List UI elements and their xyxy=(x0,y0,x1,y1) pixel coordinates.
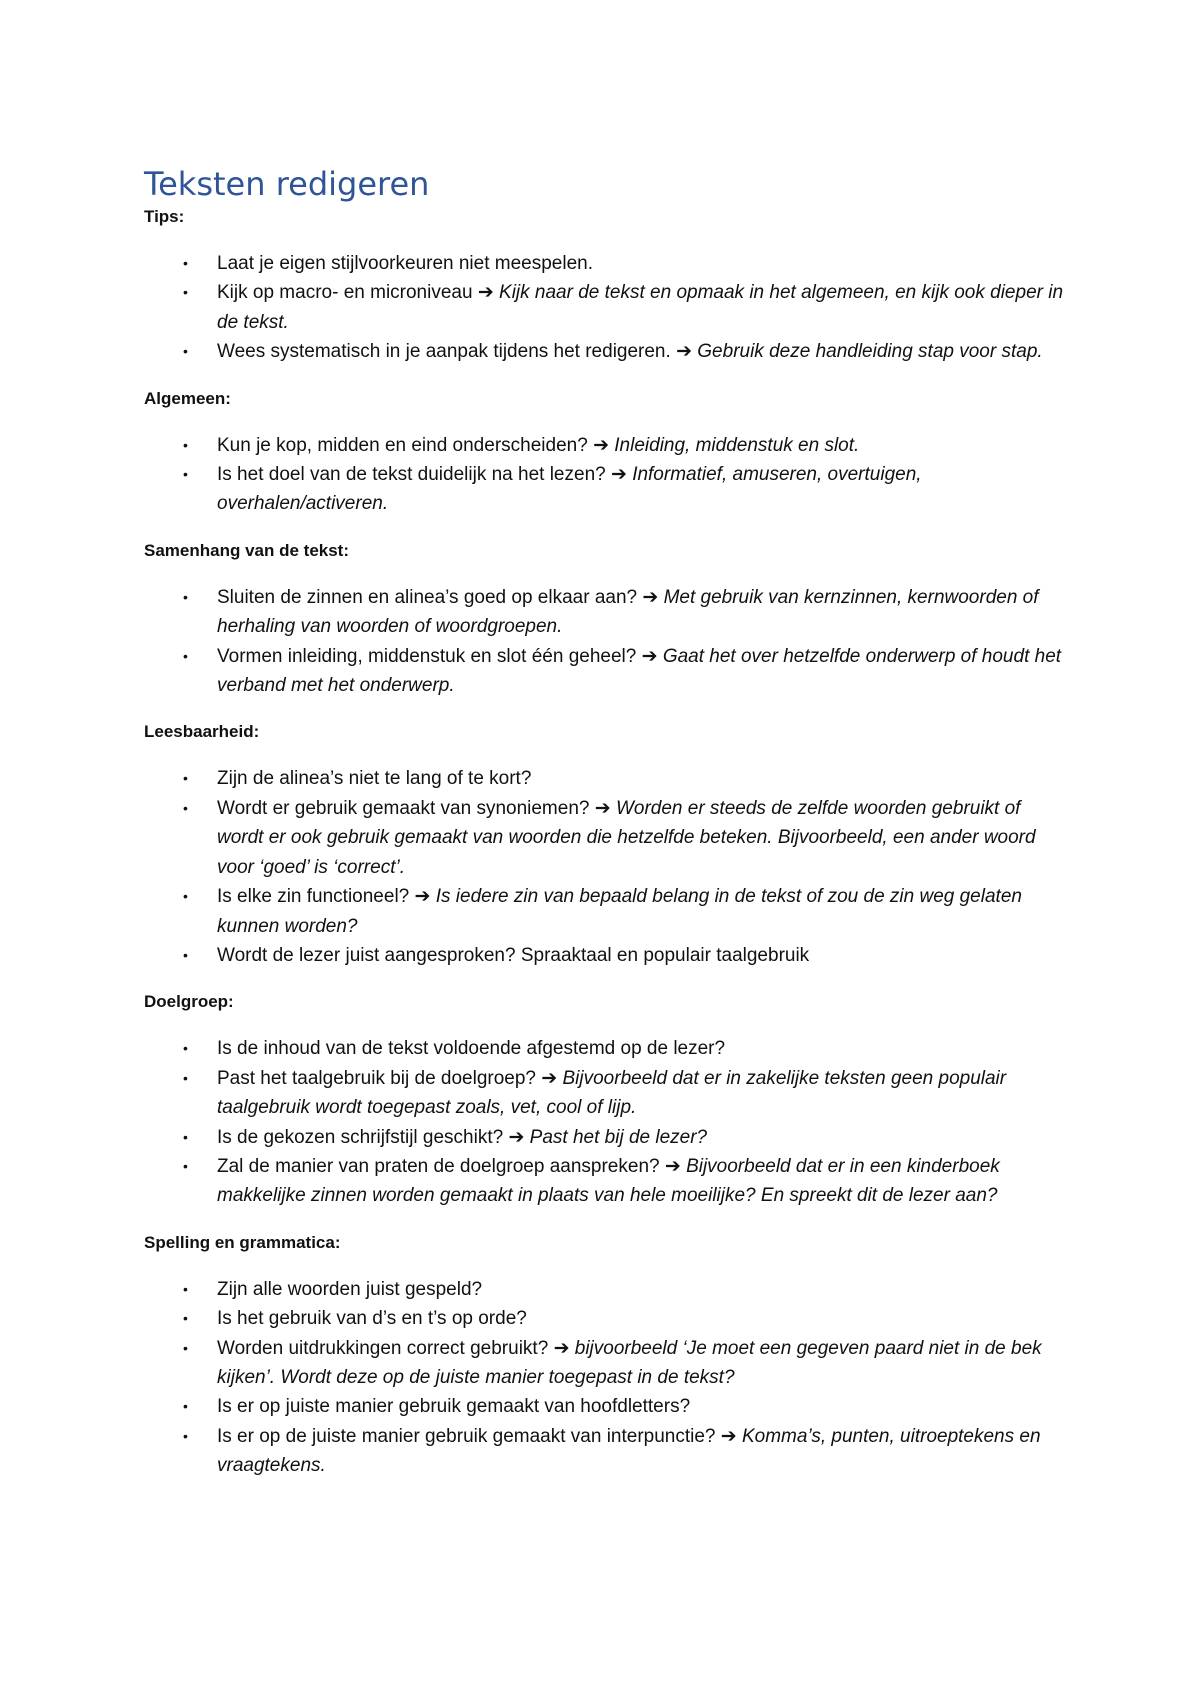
item-text: Laat je eigen stijlvoorkeuren niet meespelen. xyxy=(217,253,594,274)
item-text: Past het taalgebruik bij de doelgroep? xyxy=(217,1067,537,1089)
item-text: Wordt de lezer juist aangesproken? Spraaktaal en populair taalgebruik xyxy=(217,944,810,966)
bullet-icon: • xyxy=(183,1128,188,1145)
list-item xyxy=(144,941,1064,970)
item-text: Zijn alle woorden juist gespeld? xyxy=(217,1278,483,1300)
bullet-icon: • xyxy=(183,1157,188,1174)
arrow-right-icon: ➔ xyxy=(676,341,692,363)
bullet-icon: • xyxy=(183,1398,188,1415)
list-item xyxy=(144,642,1064,701)
arrow-right-icon: ➔ xyxy=(641,645,658,667)
item-text: Wordt er gebruik gemaakt van synoniemen? xyxy=(217,797,590,819)
list-item xyxy=(144,337,1064,366)
arrow-right-icon: ➔ xyxy=(541,1067,558,1089)
arrow-right-icon: ➔ xyxy=(610,464,627,486)
item-text: Is de gekozen schrijfstijl geschikt? xyxy=(217,1126,504,1148)
arrow-right-icon: ➔ xyxy=(720,1425,737,1447)
item-text: Is er op de juiste manier gebruik gemaakt van interpunctie? xyxy=(217,1425,716,1447)
item-text: Zal de manier van praten de doelgroep aanspreken? xyxy=(217,1155,660,1177)
item-note: Komma’s, punten, uitroeptekens en vraagtekens. xyxy=(217,1425,1041,1477)
arrow-right-icon: ➔ xyxy=(414,886,431,908)
arrow-right-icon: ➔ xyxy=(508,1126,525,1148)
list-item xyxy=(144,583,1064,642)
section-heading: Algemeen: xyxy=(144,388,231,408)
bullet-list xyxy=(144,764,1064,970)
bullet-list xyxy=(144,249,1064,367)
item-note: Met gebruik van kernzinnen, kernwoorden of herhaling van woorden of woordgroepen. xyxy=(217,586,1039,638)
bullet-icon: • xyxy=(183,1069,188,1086)
item-text: Is het gebruik van d’s en t’s op orde? xyxy=(217,1308,527,1330)
section-heading: Doelgroep: xyxy=(144,992,234,1012)
item-note: Bijvoorbeeld dat er in een kinderboek makkelijke zinnen worden gemaakt in plaats van hele moeilijke? En spreekt dit de lezer aan? xyxy=(217,1155,1000,1207)
list-item xyxy=(144,1334,1064,1393)
item-note: Gaat het over hetzelfde onderwerp of houdt het verband met het onderwerp. xyxy=(217,645,1062,697)
item-text: Worden uitdrukkingen correct gebruikt? xyxy=(217,1337,549,1359)
item-note: bijvoorbeeld ‘Je moet een gegeven paard niet in de bek kijken’. Wordt deze op de juiste manier toegepast in de tekst? xyxy=(217,1337,1042,1388)
bullet-icon: • xyxy=(183,255,188,271)
bullet-icon: • xyxy=(183,1339,188,1356)
list-item xyxy=(144,794,1064,882)
list-item xyxy=(144,764,1064,793)
bullet-icon: • xyxy=(183,799,188,816)
list-item xyxy=(144,249,1064,278)
bullet-icon: • xyxy=(183,1310,188,1327)
arrow-right-icon: ➔ xyxy=(553,1337,570,1359)
list-item xyxy=(144,1123,1064,1152)
bullet-icon: • xyxy=(183,1427,188,1444)
list-item xyxy=(144,1152,1064,1211)
list-item xyxy=(144,1392,1064,1421)
page-title: Teksten redigeren xyxy=(144,165,430,203)
item-text: Wees systematisch in je aanpak tijdens het redigeren. xyxy=(217,341,671,363)
bullet-list xyxy=(144,583,1064,701)
arrow-right-icon: ➔ xyxy=(594,797,611,819)
section-heading: Leesbaarheid: xyxy=(144,722,260,742)
bullet-list xyxy=(144,1275,1064,1481)
bullet-icon: • xyxy=(183,1280,188,1297)
list-item xyxy=(144,1064,1064,1123)
bullet-icon: • xyxy=(183,946,188,963)
bullet-icon: • xyxy=(183,284,188,301)
item-note: Worden er steeds de zelfde woorden gebruikt of wordt er ook gebruik gemaakt van woorden die hetzelfde beteken. Bijvoorbeeld, een ander woord voor ‘goed’ is ‘correct’. xyxy=(217,797,1036,878)
item-note: Bijvoorbeeld dat er in zakelijke teksten geen populair taalgebruik wordt toegepast zoals, vet, cool of lijp. xyxy=(217,1067,1007,1119)
item-text: Kun je kop, midden en eind onderscheiden? xyxy=(217,434,588,456)
item-text: Is de inhoud van de tekst voldoende afgestemd op de lezer? xyxy=(217,1038,726,1060)
item-text: Sluiten de zinnen en alinea’s goed op elkaar aan? xyxy=(217,586,638,608)
item-note: Is iedere zin van bepaald belang in de tekst of zou de zin weg gelaten kunnen worden? xyxy=(217,886,1022,937)
bullet-icon: • xyxy=(183,770,188,787)
bullet-icon: • xyxy=(183,647,188,664)
item-note: Inleiding, middenstuk en slot. xyxy=(614,434,860,456)
item-text: Zijn de alinea’s niet te lang of te kort? xyxy=(217,768,532,790)
list-item xyxy=(144,460,1064,519)
bullet-icon: • xyxy=(183,436,188,453)
item-note: Informatief, amuseren, overtuigen, overhalen/activeren. xyxy=(217,464,922,515)
bullet-icon: • xyxy=(183,1040,188,1057)
bullet-icon: • xyxy=(183,343,188,360)
list-item xyxy=(144,431,1064,460)
bullet-list xyxy=(144,1034,1064,1210)
document-body xyxy=(144,205,1064,1481)
bullet-icon: • xyxy=(183,466,188,483)
list-item xyxy=(144,1275,1064,1304)
item-text: Is er op juiste manier gebruik gemaakt van hoofdletters? xyxy=(217,1396,691,1418)
section-heading: Tips: xyxy=(144,207,185,226)
item-text: Is elke zin functioneel? xyxy=(217,886,410,908)
item-text: Kijk op macro- en microniveau xyxy=(217,282,473,304)
bullet-icon: • xyxy=(183,888,188,905)
item-text: Vormen inleiding, middenstuk en slot één geheel? xyxy=(217,645,637,667)
list-item xyxy=(144,882,1064,941)
item-note: Kijk naar de tekst en opmaak in het algemeen, en kijk ook dieper in de tekst. xyxy=(217,282,1064,333)
item-note: Past het bij de lezer? xyxy=(529,1126,708,1148)
list-item xyxy=(144,1422,1064,1481)
item-text: Is het doel van de tekst duidelijk na het lezen? xyxy=(217,464,606,486)
document-page xyxy=(144,163,1064,1501)
arrow-right-icon: ➔ xyxy=(664,1155,681,1177)
list-item xyxy=(144,1034,1064,1063)
list-item xyxy=(144,278,1064,337)
section-heading: Samenhang van de tekst: xyxy=(144,540,350,560)
section-heading: Spelling en grammatica: xyxy=(144,1232,341,1252)
bullet-list xyxy=(144,431,1064,519)
arrow-right-icon: ➔ xyxy=(477,282,494,304)
bullet-icon: • xyxy=(183,588,188,605)
item-note: Gebruik deze handleiding stap voor stap. xyxy=(697,341,1043,363)
arrow-right-icon: ➔ xyxy=(642,586,659,608)
arrow-right-icon: ➔ xyxy=(593,434,609,456)
list-item xyxy=(144,1304,1064,1333)
